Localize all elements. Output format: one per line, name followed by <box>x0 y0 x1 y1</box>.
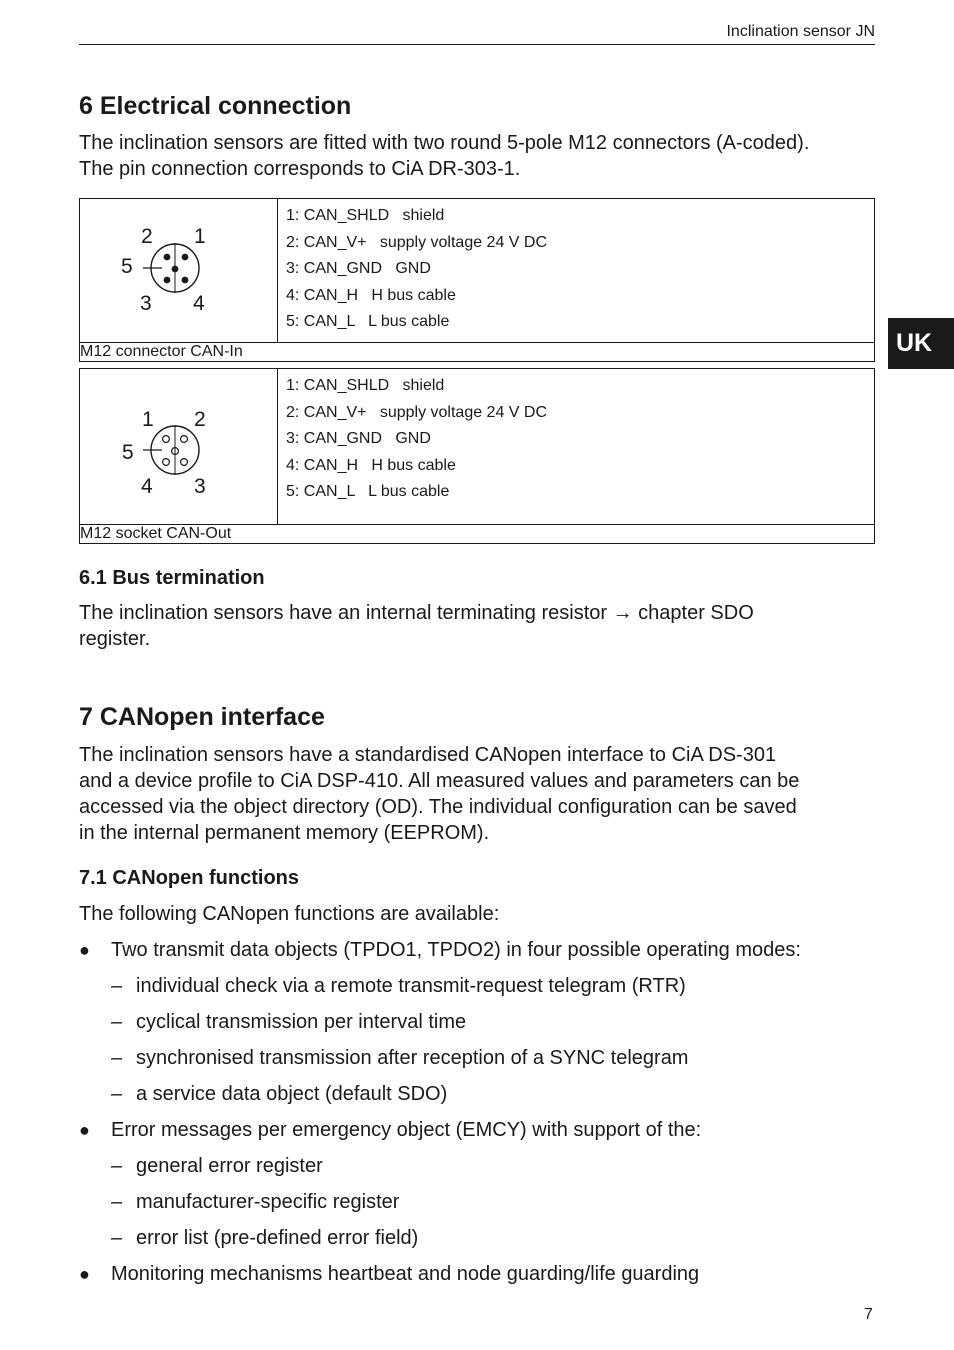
m12-socket-pin-icon <box>80 369 277 519</box>
text-line: in the internal permanent memory (EEPROM). <box>79 822 490 844</box>
sub-list-item-text: synchronised transmission after reception of a SYNC telegram <box>136 1047 689 1069</box>
pin-label: 2 <box>141 225 153 248</box>
section-7-1-intro: The following CANopen functions are available: <box>79 903 500 925</box>
pin-label: 4 <box>141 475 153 498</box>
connector-table-can-out <box>79 368 875 544</box>
header-title: Inclination sensor JN <box>726 23 875 40</box>
section-7-text <box>79 742 879 846</box>
list-item-text: Error messages per emergency object (EMCY) with support of the: <box>111 1119 702 1141</box>
pin-label: 1 <box>142 408 154 431</box>
connector-caption: M12 socket CAN-Out <box>80 525 875 544</box>
text-line: and a device profile to CiA DSP-410. All measured values and parameters can be <box>79 770 800 792</box>
list-item <box>79 1261 879 1297</box>
m12-connector-pin-icon <box>80 199 277 337</box>
list-item-text: Two transmit data objects (TPDO1, TPDO2) in four possible operating modes: <box>111 939 801 961</box>
pin-assignment: 4: CAN_H H bus cable <box>286 286 456 304</box>
pin-assignment: 3: CAN_GND GND <box>286 430 431 447</box>
dash-icon: – <box>111 1191 123 1213</box>
text-line: accessed via the object directory (OD). The individual configuration can be saved <box>79 796 797 818</box>
section-6-1-heading: 6.1 Bus termination <box>79 567 265 589</box>
sub-list-item-text: manufacturer-specific register <box>136 1191 400 1213</box>
list-item-text: Monitoring mechanisms heartbeat and node guarding/life guarding <box>111 1263 700 1285</box>
pin-assignment-cell <box>278 199 875 343</box>
section-6-intro <box>79 130 879 182</box>
pin-assignment: 5: CAN_L L bus cable <box>286 483 450 500</box>
pin-label: 5 <box>122 441 134 464</box>
intro-line: The inclination sensors are fitted with two round 5-pole M12 connectors (A-coded). <box>79 132 810 154</box>
bullet-icon: ● <box>79 1264 90 1284</box>
page-header <box>79 22 875 45</box>
sub-list-item <box>79 1009 879 1045</box>
dash-icon: – <box>111 1155 123 1177</box>
page-number: 7 <box>864 1306 873 1323</box>
sub-list-item-text: individual check via a remote transmit-request telegram (RTR) <box>136 975 686 997</box>
section-7-heading: 7 CANopen interface <box>79 703 325 731</box>
pin-label: 3 <box>140 292 152 315</box>
section-6-1-text <box>79 600 879 652</box>
sub-list-item-text: a service data object (default SDO) <box>136 1083 448 1105</box>
dash-icon: – <box>111 1047 123 1069</box>
pin-label: 2 <box>194 408 206 431</box>
connector-caption: M12 connector CAN-In <box>80 343 875 362</box>
dash-icon: – <box>111 975 123 997</box>
text-line: The inclination sensors have a standardised CANopen interface to CiA DS-301 <box>79 744 777 766</box>
pin-assignment-cell <box>278 369 875 525</box>
pin-assignment: 1: CAN_SHLD shield <box>286 377 445 394</box>
section-6-heading: 6 Electrical connection <box>79 92 352 120</box>
bullet-icon: ● <box>79 1120 90 1140</box>
list-item <box>79 937 879 973</box>
connector-diagram-cell <box>80 199 278 343</box>
section-7-1-heading: 7.1 CANopen functions <box>79 867 300 889</box>
text-line: The inclination sensors have an internal terminating resistor → chapter SDO <box>79 602 754 624</box>
sub-list-item <box>79 1081 879 1117</box>
pin-label: 4 <box>193 292 205 315</box>
pin-assignment: 2: CAN_V+ supply voltage 24 V DC <box>286 233 548 251</box>
sub-list-item <box>79 1189 879 1225</box>
dash-icon: – <box>111 1083 123 1105</box>
sub-list-item <box>79 1153 879 1189</box>
intro-line: The pin connection corresponds to CiA DR-303-1. <box>79 158 521 180</box>
text-line: register. <box>79 628 151 650</box>
bullet-icon: ● <box>79 940 90 960</box>
sub-list-item <box>79 973 879 1009</box>
dash-icon: – <box>111 1011 123 1033</box>
connector-table-can-in <box>79 198 875 362</box>
sub-list-item-text: error list (pre-defined error field) <box>136 1227 419 1249</box>
pin-assignment: 1: CAN_SHLD shield <box>286 207 445 224</box>
pin-assignment: 2: CAN_V+ supply voltage 24 V DC <box>286 403 548 421</box>
pin-label: 3 <box>194 475 206 498</box>
pin-label: 5 <box>121 255 133 278</box>
connector-diagram-cell <box>80 369 278 525</box>
language-tab-uk[interactable]: UK <box>888 318 954 369</box>
sub-list-item-text: cyclical transmission per interval time <box>136 1011 467 1033</box>
pin-assignment: 4: CAN_H H bus cable <box>286 456 456 474</box>
sub-list-item <box>79 1045 879 1081</box>
list-item <box>79 1117 879 1153</box>
canopen-functions-list <box>79 937 879 1297</box>
pin-assignment: 5: CAN_L L bus cable <box>286 313 450 330</box>
sub-list-item <box>79 1225 879 1261</box>
sub-list-item-text: general error register <box>136 1155 323 1177</box>
pin-label: 1 <box>194 225 206 248</box>
pin-assignment: 3: CAN_GND GND <box>286 260 431 277</box>
dash-icon: – <box>111 1227 123 1249</box>
